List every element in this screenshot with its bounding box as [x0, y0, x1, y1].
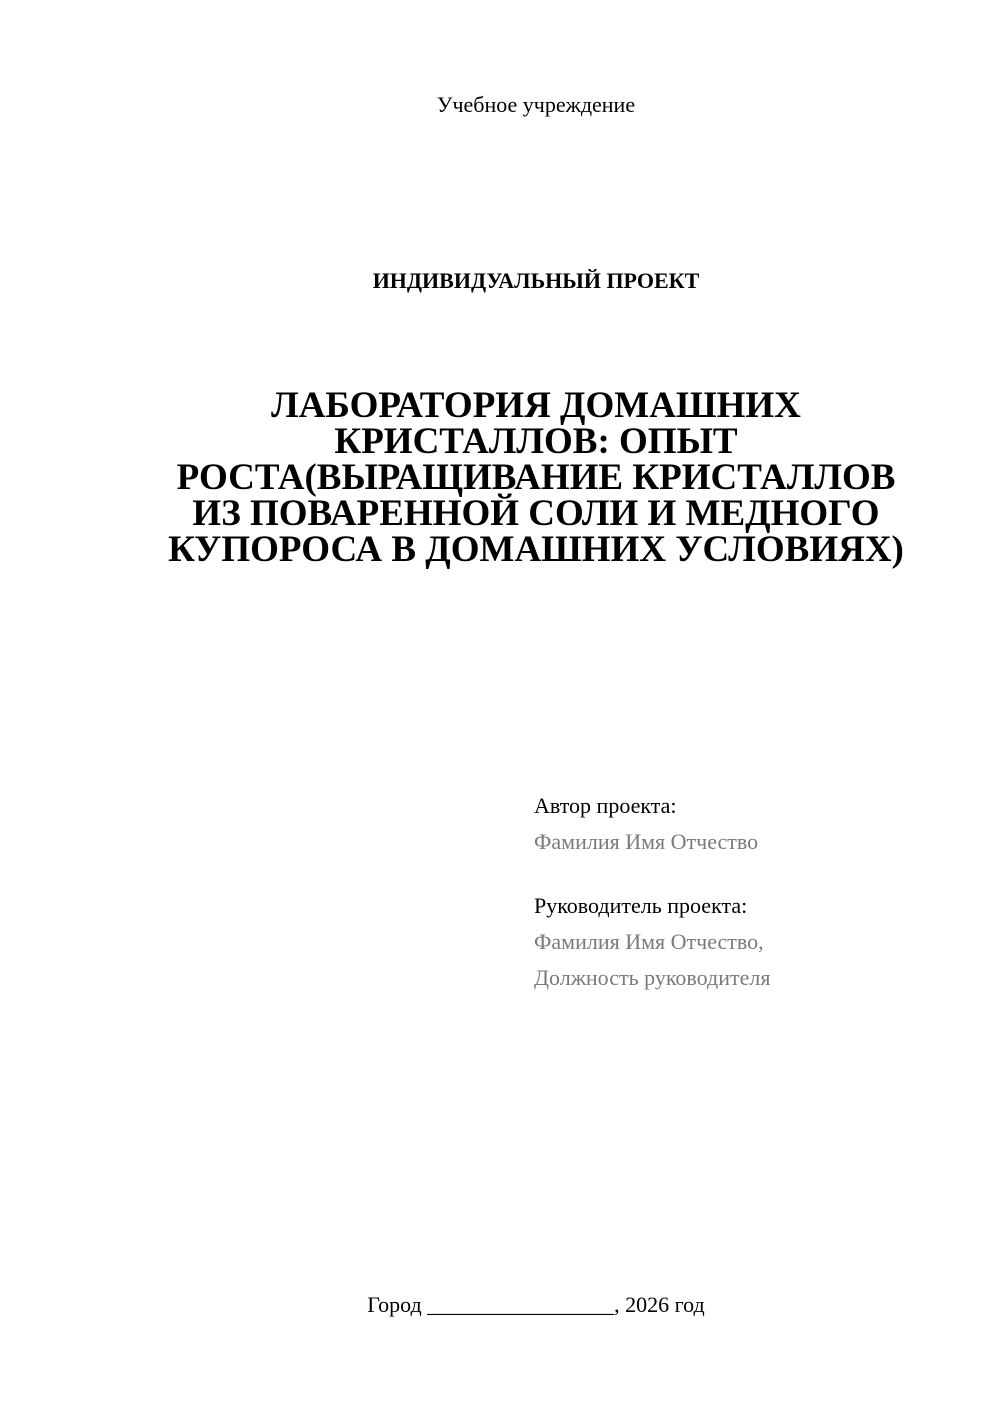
project-title-line: РОСТА(ВЫРАЩИВАНИЕ КРИСТАЛЛОВ — [176, 457, 896, 498]
credits-spacer — [534, 860, 974, 888]
project-title — [140, 385, 932, 570]
project-title-line: КРИСТАЛЛОВ: ОПЫТ — [334, 421, 738, 462]
city-year-line: Город _________________, 2026 год — [367, 1292, 705, 1317]
project-title-line: КУПОРОСА В ДОМАШНИХ УСЛОВИЯХ) — [168, 529, 904, 570]
institution-name: Учебное учреждение — [436, 92, 636, 117]
supervisor-name: Фамилия Имя Отчество, — [534, 929, 764, 954]
supervisor-position: Должность руководителя — [534, 965, 771, 990]
project-title-line: ИЗ ПОВАРЕННОЙ СОЛИ И МЕДНОГО — [192, 493, 880, 534]
project-title-line: ЛАБОРАТОРИЯ ДОМАШНИХ — [271, 385, 801, 426]
credits-block — [534, 788, 974, 996]
project-type-heading: ИНДИВИДУАЛЬНЫЙ ПРОЕКТ — [372, 268, 700, 293]
author-name: Фамилия Имя Отчество — [534, 829, 759, 854]
author-label: Автор проекта: — [534, 793, 677, 818]
supervisor-label: Руководитель проекта: — [534, 893, 748, 918]
